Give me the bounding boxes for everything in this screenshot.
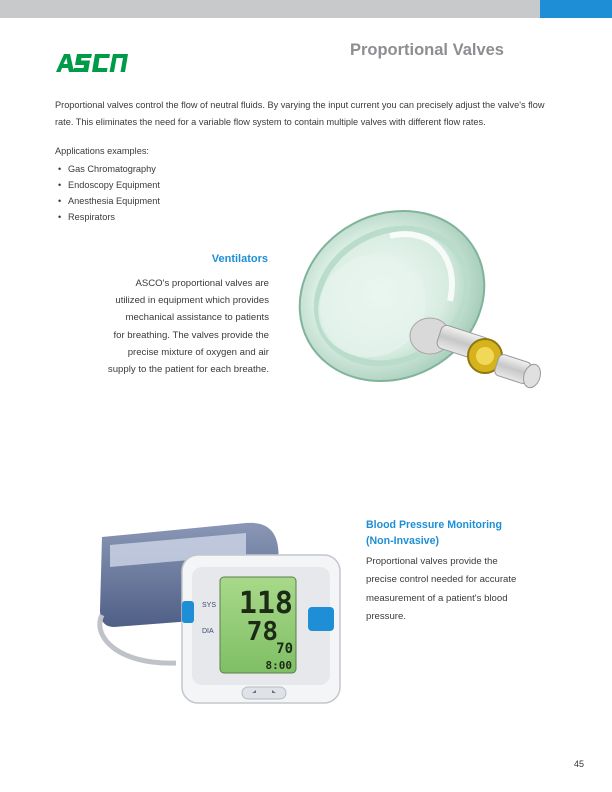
text-line: precise mixture of oxygen and air: [127, 346, 269, 358]
monitor-time-value: 8:00: [265, 659, 292, 672]
intro-paragraph: Proportional valves control the flow of neutral fluids. By varying the input current you can precisely adjust the valve's flow rate. This eliminates the need for a variable flow system to contain multiple valves with different flow rates.: [55, 100, 545, 127]
asco-logo: [54, 50, 130, 76]
heading-line: Blood Pressure Monitoring: [366, 519, 502, 531]
respiratory-mask-image: [280, 196, 564, 406]
text-line: for breathing. The valves provide the: [113, 329, 269, 341]
monitor-sys-value: 118: [238, 586, 293, 621]
page-number: 45: [573, 759, 584, 769]
blood-pressure-description: [366, 553, 516, 627]
text-line: ASCO's proportional valves are: [135, 278, 269, 289]
top-bar: [0, 0, 612, 18]
ventilators-heading: Ventilators: [211, 253, 268, 265]
text-line: mechanical assistance to patients: [125, 312, 269, 324]
applications-list: [58, 161, 160, 225]
text-line: supply to the patient for each breathe.: [107, 364, 269, 376]
text-line: measurement of a patient's blood: [366, 592, 508, 604]
text-line: Proportional valves provide the: [366, 556, 498, 567]
monitor-sys-label: SYS: [202, 602, 217, 609]
applications-label: Applications examples:: [55, 146, 149, 156]
monitor-pulse-value: 70: [276, 641, 293, 657]
list-item: • Respirators: [58, 209, 160, 225]
text-line: utilized in equipment which provides: [115, 295, 269, 307]
ventilators-description: [39, 275, 269, 378]
top-bar-accent: [540, 0, 612, 18]
heading-line: (Non-Invasive): [366, 534, 439, 547]
list-item: • Anesthesia Equipment: [58, 193, 160, 209]
text-line: precise control needed for accurate: [366, 574, 517, 586]
blood-pressure-monitor-image: [96, 515, 350, 715]
monitor-dia-label: DIA: [202, 628, 214, 635]
page-title: Proportional Valves: [349, 41, 504, 59]
text-line: pressure.: [366, 611, 406, 623]
list-item: • Gas Chromatography: [58, 161, 160, 177]
blood-pressure-heading: [366, 518, 502, 549]
monitor-dia-value: 78: [246, 617, 278, 647]
list-item: • Endoscopy Equipment: [58, 177, 160, 193]
